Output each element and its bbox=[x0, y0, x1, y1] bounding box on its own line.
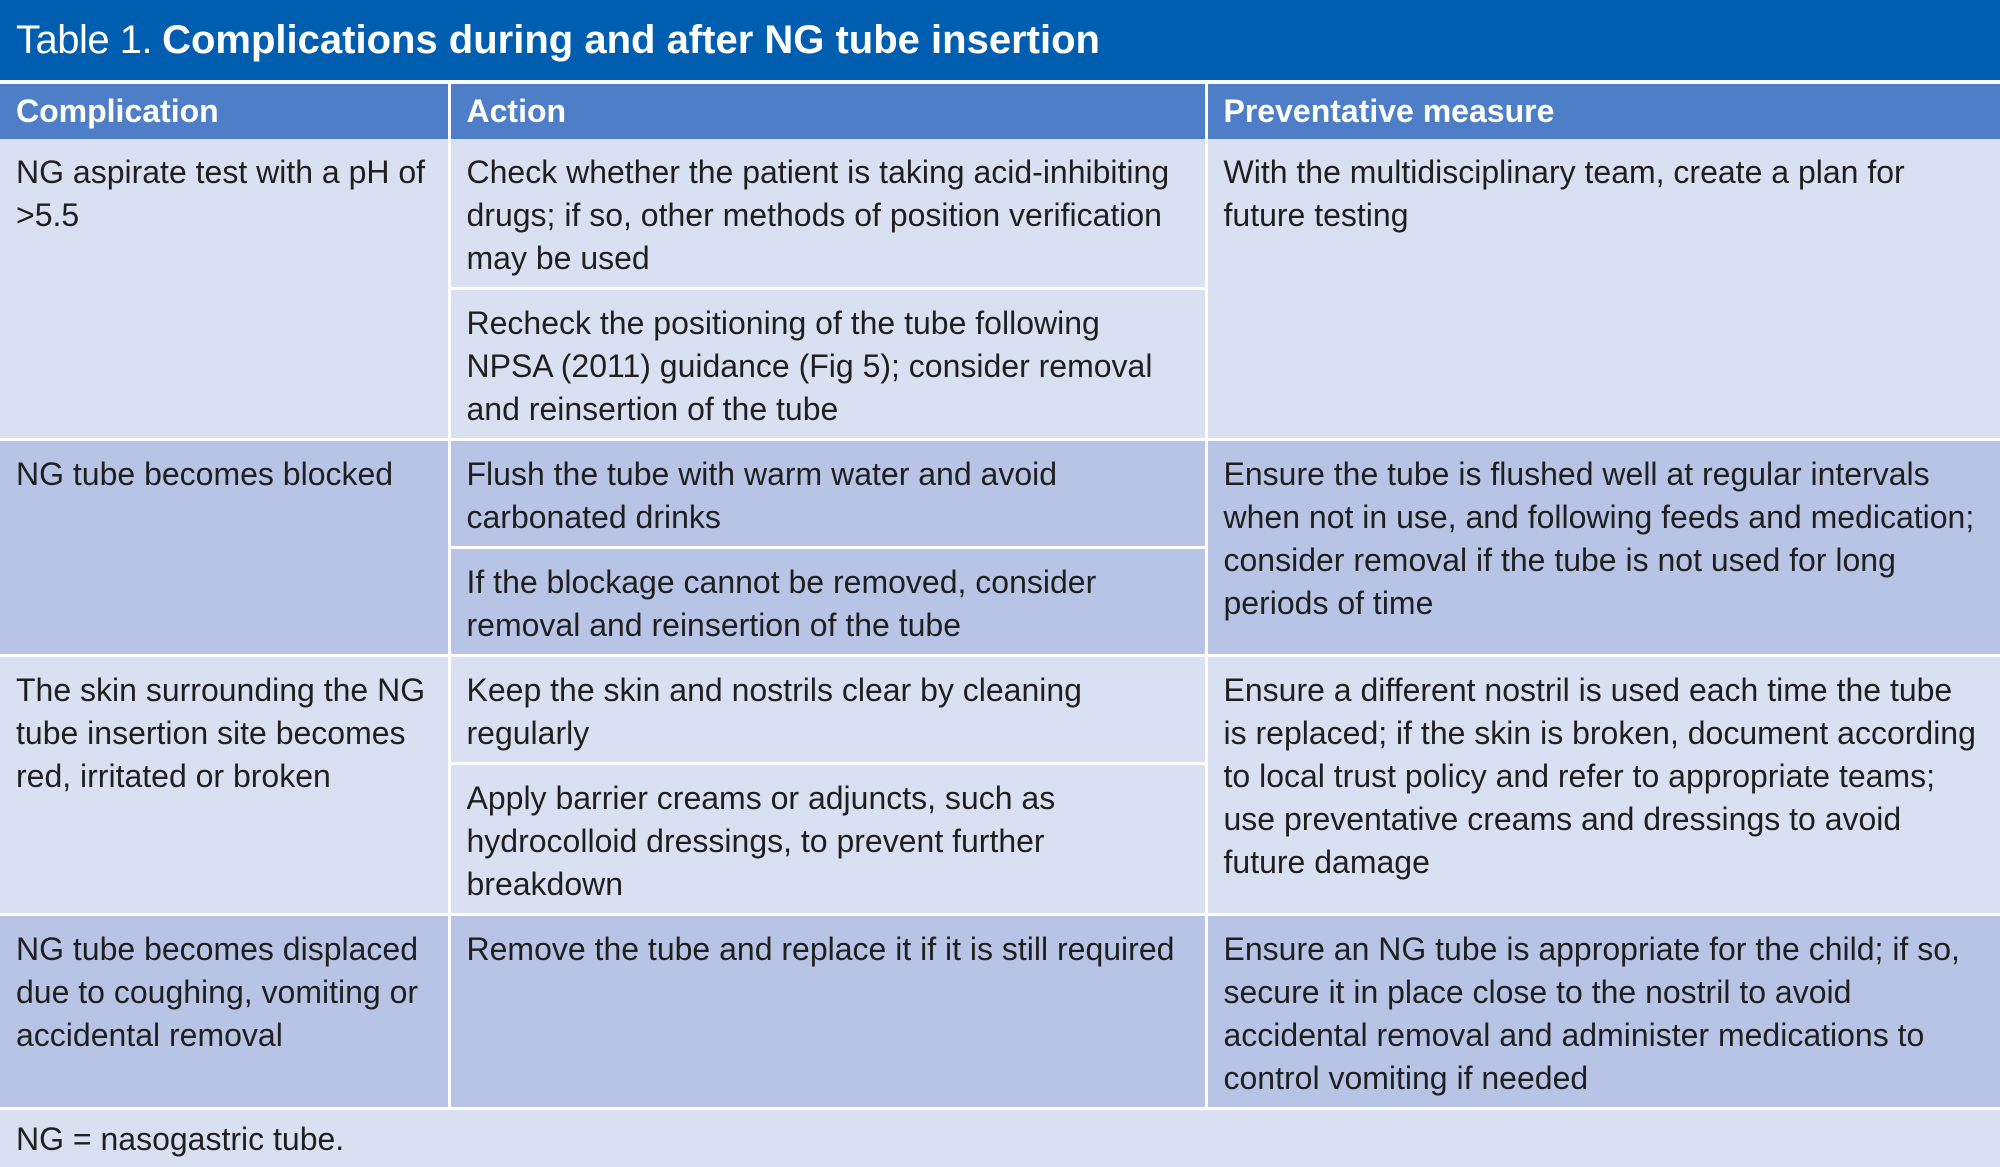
action-cell: Flush the tube with warm water and avoid carbonated drinks bbox=[449, 440, 1206, 548]
preventative-cell: Ensure an NG tube is appropriate for the child; if so, secure it in place close to the nostril to avoid accidental removal and administer medications to control vomiting if needed bbox=[1206, 915, 2000, 1109]
table-row bbox=[0, 656, 2000, 764]
header-preventative: Preventative measure bbox=[1206, 84, 2000, 139]
action-cell: If the blockage cannot be removed, consider removal and reinsertion of the tube bbox=[449, 548, 1206, 656]
action-cell: Recheck the positioning of the tube following NPSA (2011) guidance (Fig 5); consider removal and reinsertion of the tube bbox=[449, 289, 1206, 440]
preventative-cell: Ensure a different nostril is used each time the tube is replaced; if the skin is broken, document according to local trust policy and refer to appropriate teams; use preventative creams and dressings to avoid future damage bbox=[1206, 656, 2000, 915]
complication-cell: NG aspirate test with a pH of >5.5 bbox=[0, 139, 449, 440]
footnote: NG = nasogastric tube. bbox=[0, 1109, 2000, 1167]
table-row bbox=[0, 440, 2000, 548]
table-row bbox=[0, 139, 2000, 289]
action-cell: Check whether the patient is taking acid-inhibiting drugs; if so, other methods of position verification may be used bbox=[449, 139, 1206, 289]
complications-table bbox=[0, 84, 2000, 1167]
preventative-cell: With the multidisciplinary team, create a plan for future testing bbox=[1206, 139, 2000, 440]
action-cell: Keep the skin and nostrils clear by cleaning regularly bbox=[449, 656, 1206, 764]
header-complication: Complication bbox=[0, 84, 449, 139]
table-number: Table 1. bbox=[16, 18, 152, 63]
action-cell: Remove the tube and replace it if it is still required bbox=[449, 915, 1206, 1109]
header-action: Action bbox=[449, 84, 1206, 139]
footnote-row bbox=[0, 1109, 2000, 1167]
header-row bbox=[0, 84, 2000, 139]
table-title bbox=[0, 0, 2000, 80]
table-caption: Complications during and after NG tube insertion bbox=[162, 18, 1100, 63]
complication-cell: NG tube becomes displaced due to coughing, vomiting or accidental removal bbox=[0, 915, 449, 1109]
action-cell: Apply barrier creams or adjuncts, such as hydrocolloid dressings, to prevent further breakdown bbox=[449, 764, 1206, 915]
preventative-cell: Ensure the tube is flushed well at regular intervals when not in use, and following feeds and medication; consider removal if the tube is not used for long periods of time bbox=[1206, 440, 2000, 656]
complication-cell: NG tube becomes blocked bbox=[0, 440, 449, 656]
complication-cell: The skin surrounding the NG tube insertion site becomes red, irritated or broken bbox=[0, 656, 449, 915]
table-row bbox=[0, 915, 2000, 1109]
